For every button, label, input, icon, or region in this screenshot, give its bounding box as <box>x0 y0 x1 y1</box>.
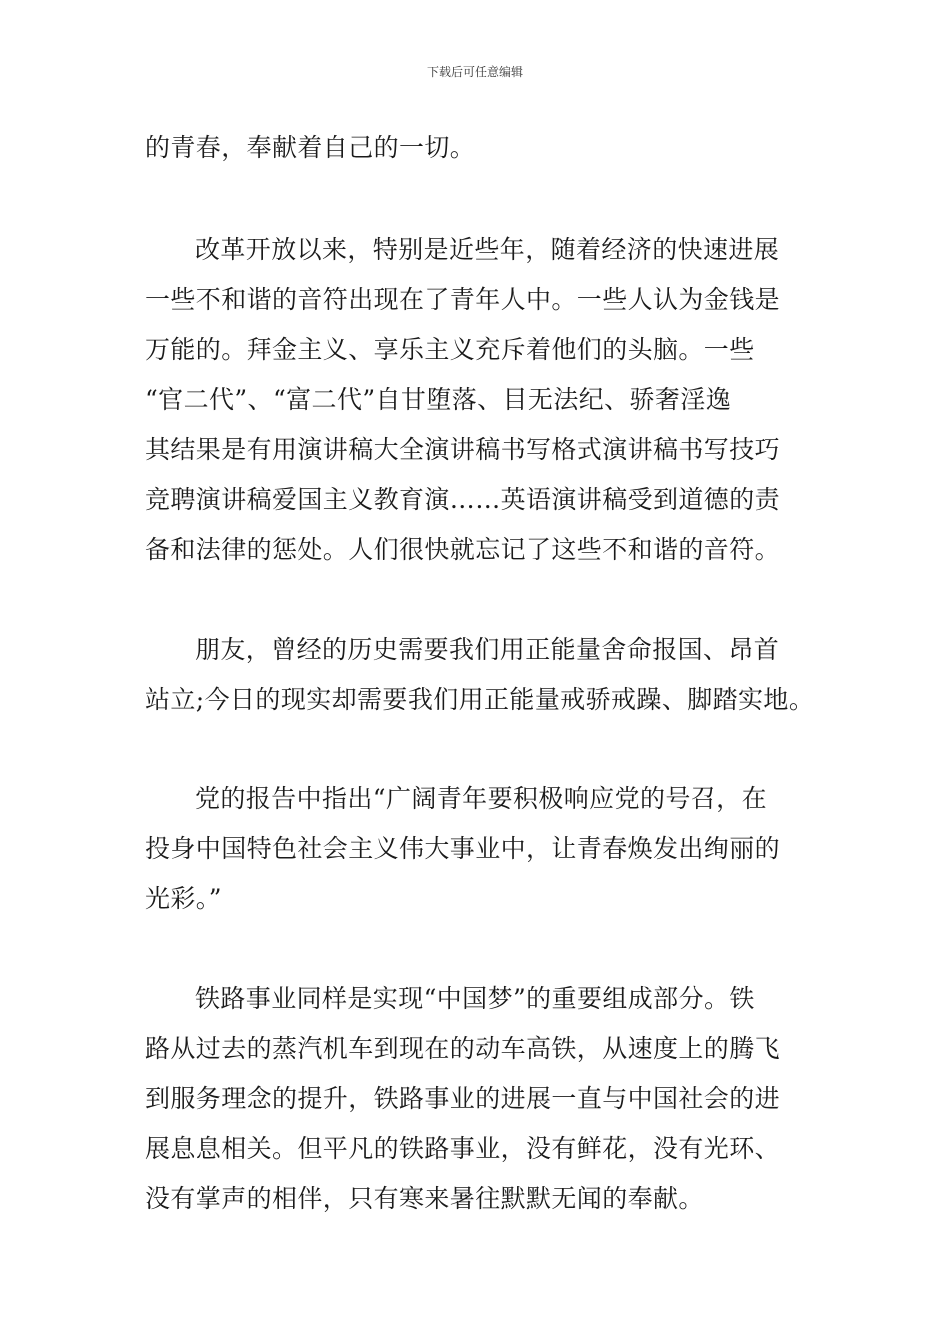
paragraph-line: 没有掌声的相伴，只有寒来暑往默默无闻的奉献。 <box>145 1184 704 1213</box>
paragraph-line: 光彩。” <box>145 884 222 913</box>
paragraph-line: 路从过去的蒸汽机车到现在的动车高铁，从速度上的腾飞 <box>145 1034 781 1063</box>
paragraph-line: 站立;今日的现实却需要我们用正能量戒骄戒躁、脚踏实地。 <box>145 685 815 714</box>
paragraph-line: 的青春，奉献着自己的一切。 <box>145 133 476 162</box>
paragraph-line: 展息息相关。但平凡的铁路事业，没有鲜花，没有光环、 <box>145 1134 781 1163</box>
paragraph-line: 投身中国特色社会主义伟大事业中，让青春焕发出绚丽的 <box>145 834 781 863</box>
paragraph-line: 万能的。拜金主义、享乐主义充斥着他们的头脑。一些 <box>145 335 755 364</box>
paragraph-line: 铁路事业同样是实现“中国梦”的重要组成部分。铁 <box>195 984 755 1013</box>
paragraph-line: 改革开放以来，特别是近些年，随着经济的快速进展 <box>195 235 780 264</box>
paragraph-line: 一些不和谐的音符出现在了青年人中。一些人认为金钱是 <box>145 285 781 314</box>
page-header-note: 下载后可任意编辑 <box>426 65 523 79</box>
paragraph-line: 备和法律的惩处。人们很快就忘记了这些不和谐的音符。 <box>145 535 781 564</box>
paragraph-line: “官二代”、“富二代”自甘堕落、目无法纪、骄奢淫逸 <box>145 385 732 414</box>
paragraph-line: 竞聘演讲稿爱国主义教育演……英语演讲稿受到道德的责 <box>145 485 781 514</box>
paragraph-line: 党的报告中指出“广阔青年要积极响应党的号召，在 <box>195 784 767 813</box>
paragraph-line: 到服务理念的提升，铁路事业的进展一直与中国社会的进 <box>145 1084 781 1113</box>
paragraph-line: 朋友，曾经的历史需要我们用正能量舍命报国、昂首 <box>195 635 780 664</box>
paragraph-line: 其结果是有用演讲稿大全演讲稿书写格式演讲稿书写技巧 <box>145 435 781 464</box>
